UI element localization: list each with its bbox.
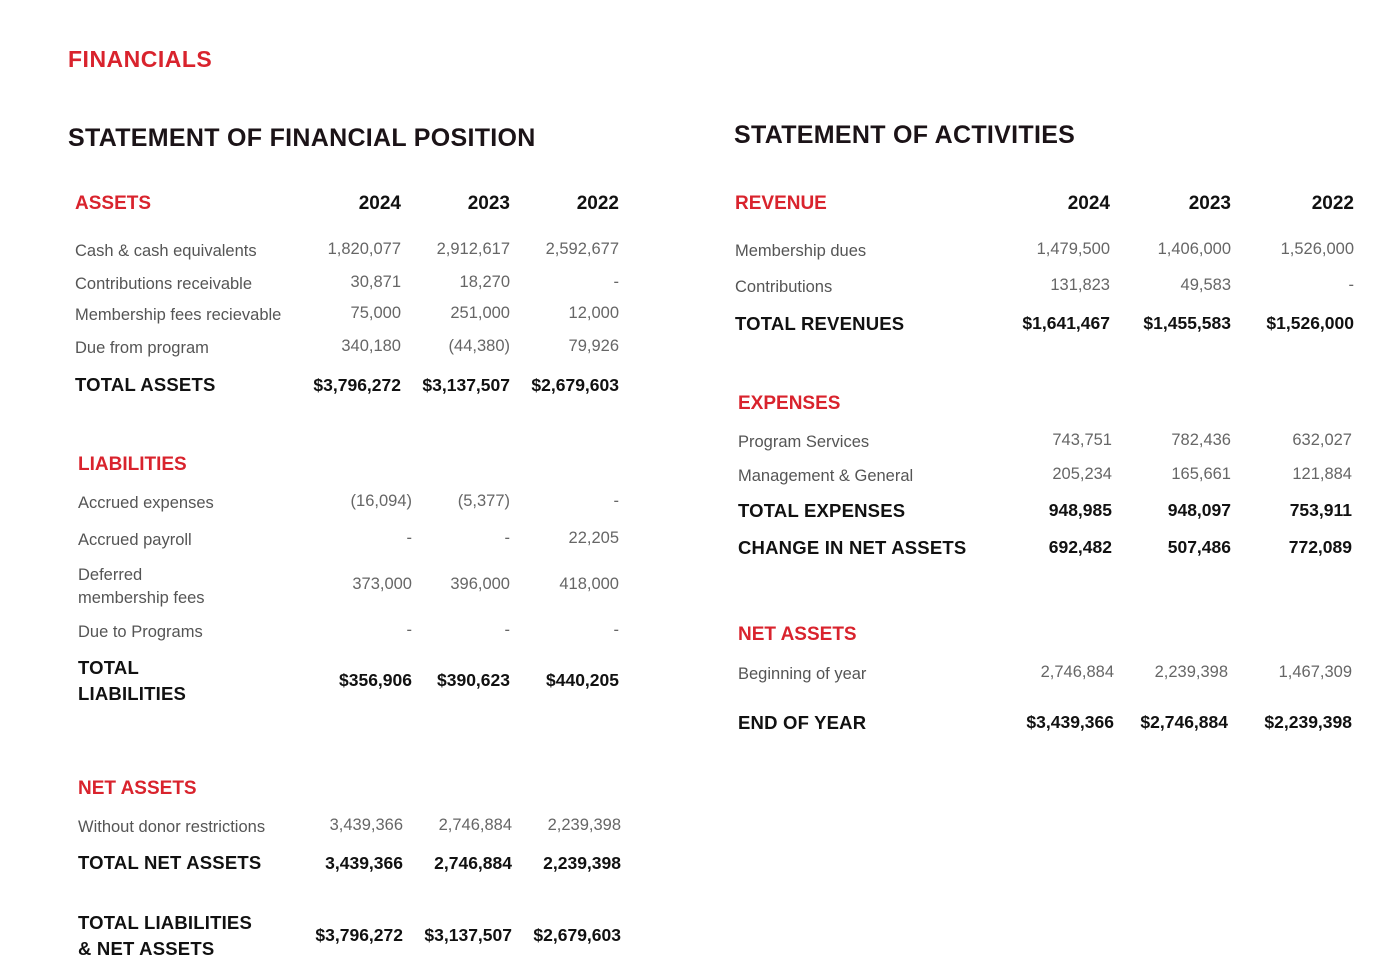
total-value-2023: $1,455,583 (1143, 313, 1231, 333)
total-label: TOTAL ASSETS (75, 374, 216, 395)
total-label: TOTAL REVENUES (735, 313, 905, 334)
row-value-2024: 340,180 (341, 337, 401, 355)
total-label: TOTAL EXPENSES (738, 500, 906, 521)
expenses-heading: EXPENSES (738, 393, 841, 414)
total-label: END OF YEAR (738, 712, 867, 733)
row-value-2022: 12,000 (568, 304, 619, 322)
activities-title: STATEMENT OF ACTIVITIES (734, 121, 1076, 149)
row-value-2023: 396,000 (450, 575, 510, 593)
row-label: Due to Programs (78, 623, 203, 641)
row-label: Accrued expenses (78, 494, 214, 512)
liabilities-heading: LIABILITIES (78, 454, 187, 475)
revenue-year-2023: 2023 (1188, 193, 1231, 214)
row-value-2022: 79,926 (568, 337, 619, 355)
row-value-2023: - (504, 529, 510, 547)
row-value-2023: (5,377) (457, 492, 510, 510)
row-value-2023: 251,000 (450, 304, 510, 322)
financial-position-title: STATEMENT OF FINANCIAL POSITION (68, 124, 536, 152)
row-value-2024: 373,000 (352, 575, 412, 593)
row-label: Contributions receivable (75, 275, 253, 293)
revenue-year-2022: 2022 (1311, 193, 1354, 214)
assets-year-2024: 2024 (358, 193, 401, 214)
total-value-2022: $1,526,000 (1266, 313, 1354, 333)
assets-heading: ASSETS (75, 193, 152, 214)
row-value-2022: 2,592,677 (545, 240, 619, 258)
row-value-2022: 2,239,398 (547, 816, 621, 834)
row-label-line1: Deferred (78, 566, 143, 584)
row-value-2023: 49,583 (1180, 276, 1231, 294)
row-value-2024: 1,820,077 (327, 240, 401, 258)
change-value-2024: 692,482 (1048, 537, 1112, 557)
row-value-2024: 2,746,884 (1040, 663, 1114, 681)
total-value-2024: $1,641,467 (1022, 313, 1110, 333)
assets-year-2023: 2023 (467, 193, 510, 214)
row-value-2024: 131,823 (1050, 276, 1110, 294)
row-value-2023: 1,406,000 (1157, 240, 1231, 258)
row-value-2024: 1,479,500 (1036, 240, 1110, 258)
total-label-line2: LIABILITIES (78, 683, 187, 704)
grand-total-value-2024: $3,796,272 (315, 925, 403, 945)
row-value-2023: 2,746,884 (438, 816, 512, 834)
row-value-2024: 30,871 (350, 273, 401, 291)
total-value-2024: 948,985 (1048, 500, 1112, 520)
revenue-heading: REVENUE (735, 193, 827, 214)
row-value-2023: 2,912,617 (436, 240, 510, 258)
row-value-2024: 205,234 (1052, 465, 1112, 483)
grand-total-label-line2: & NET ASSETS (78, 938, 215, 959)
row-label: Without donor restrictions (78, 818, 266, 836)
total-value-2022: $440,205 (546, 670, 619, 690)
row-value-2024: - (406, 621, 412, 639)
total-value-2024: $3,796,272 (313, 375, 401, 395)
row-label: Cash & cash equivalents (75, 242, 257, 260)
row-label: Membership fees recievable (75, 306, 282, 324)
row-value-2022: 121,884 (1292, 465, 1352, 483)
total-value-2022: 2,239,398 (543, 853, 621, 873)
total-value-2023: $390,623 (437, 670, 510, 690)
total-value-2022: 753,911 (1289, 500, 1352, 520)
change-value-2022: 772,089 (1288, 537, 1352, 557)
row-value-2022: - (613, 621, 619, 639)
row-value-2022: 418,000 (559, 575, 619, 593)
total-value-2024: $3,439,366 (1026, 712, 1114, 732)
total-value-2024: $356,906 (339, 670, 412, 690)
row-label: Beginning of year (738, 665, 867, 683)
total-value-2022: $2,239,398 (1264, 712, 1352, 732)
total-value-2023: 2,746,884 (434, 853, 512, 873)
total-label-line1: TOTAL (78, 657, 139, 678)
row-label-line2: membership fees (78, 589, 205, 607)
row-value-2022: - (1348, 276, 1354, 294)
activities-net-assets-heading: NET ASSETS (738, 624, 857, 645)
row-label: Accrued payroll (78, 531, 192, 549)
total-value-2024: 3,439,366 (325, 853, 403, 873)
row-label: Contributions (735, 278, 833, 296)
row-value-2023: 18,270 (459, 273, 510, 291)
row-value-2022: - (613, 273, 619, 291)
row-value-2022: 22,205 (568, 529, 619, 547)
revenue-year-2024: 2024 (1067, 193, 1110, 214)
grand-total-label-line1: TOTAL LIABILITIES (78, 912, 253, 933)
grand-total-value-2022: $2,679,603 (533, 925, 621, 945)
net-assets-heading: NET ASSETS (78, 778, 197, 799)
change-value-2023: 507,486 (1167, 537, 1231, 557)
total-label: TOTAL NET ASSETS (78, 852, 262, 873)
row-value-2022: 632,027 (1292, 431, 1352, 449)
row-value-2024: - (406, 529, 412, 547)
row-label: Membership dues (735, 242, 867, 260)
row-label: Due from program (75, 339, 209, 357)
row-value-2024: 743,751 (1052, 431, 1112, 449)
row-value-2024: 3,439,366 (329, 816, 403, 834)
row-value-2023: 165,661 (1171, 465, 1231, 483)
row-value-2022: - (613, 492, 619, 510)
row-value-2022: 1,467,309 (1278, 663, 1352, 681)
change-label: CHANGE IN NET ASSETS (738, 537, 967, 558)
total-value-2023: $2,746,884 (1140, 712, 1228, 732)
total-value-2023: 948,097 (1167, 500, 1231, 520)
row-value-2024: 75,000 (350, 304, 401, 322)
grand-total-value-2023: $3,137,507 (424, 925, 512, 945)
row-value-2022: 1,526,000 (1280, 240, 1354, 258)
row-value-2023: 782,436 (1171, 431, 1231, 449)
assets-year-2022: 2022 (576, 193, 619, 214)
row-value-2023: - (504, 621, 510, 639)
total-value-2022: $2,679,603 (531, 375, 619, 395)
row-label: Program Services (738, 433, 870, 451)
row-value-2024: (16,094) (350, 492, 412, 510)
row-value-2023: (44,380) (448, 337, 510, 355)
row-value-2023: 2,239,398 (1154, 663, 1228, 681)
row-label: Management & General (738, 467, 914, 485)
total-value-2023: $3,137,507 (422, 375, 510, 395)
page-title: FINANCIALS (68, 46, 213, 72)
